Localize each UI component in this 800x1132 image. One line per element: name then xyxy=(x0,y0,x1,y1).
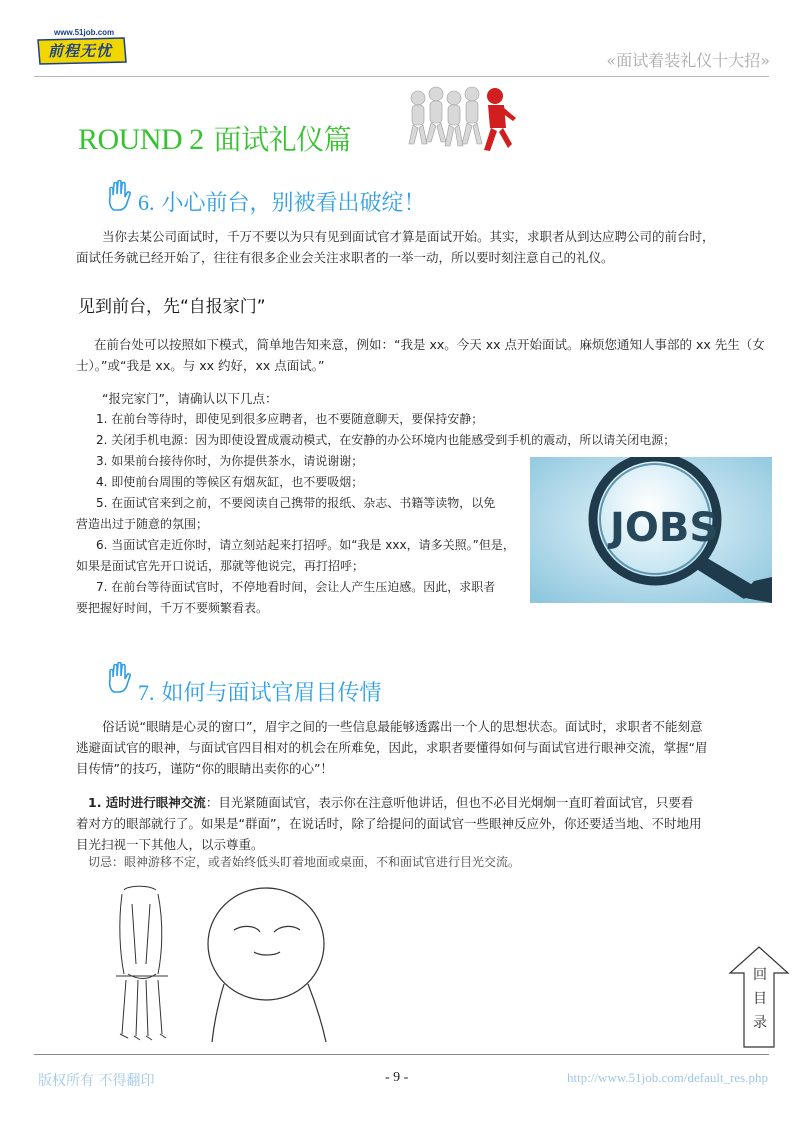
section-6-number: 6. xyxy=(138,190,155,215)
list-item-5-cont: 营造出过于随意的氛围； xyxy=(76,517,209,531)
round-prefix: ROUND 2 xyxy=(78,123,204,156)
point-1-line-2: 着对方的眼部就行了。如果是“群面”，在说话时，除了给提问的面试官一些眼神反应外，你还要适当地、不时地用 xyxy=(76,816,702,831)
example-line-2: 士）。”或“我是 xx。与 xx 约好，xx 点面试。” xyxy=(76,358,325,373)
footer-divider xyxy=(34,1054,769,1055)
example-line-1: 在前台处可以按照如下模式，简单地告知来意，例如：“我是 xx。今天 xx 点开始面试。麻烦您通知人事部的 xx 先生（女 xyxy=(94,337,765,352)
list-item-7-cont: 要把握好时间，千万不要频繁看表。 xyxy=(76,601,269,615)
list-item-6: 6. 当面试官走近你时，请立刻站起来打招呼。如“我是 xxx，请多关照。”但是， xyxy=(96,538,515,552)
section-7-intro-line-2: 逃避面试官的眼神，与面试官四目相对的机会在所难免，因此，求职者要懂得如何与面试官进行眼神交流，掌握“眉 xyxy=(76,740,708,755)
list-item-1: 1. 在前台等待时，即使见到很多应聘者，也不要随意聊天，要保持安静； xyxy=(96,412,484,426)
hand-icon xyxy=(106,662,136,694)
caution-text: 切忌：眼神游移不定，或者始终低头盯着地面或桌面，不和面试官进行目光交流。 xyxy=(88,855,521,869)
section-7-title: 如何与面试官眉目传情 xyxy=(161,681,382,706)
face-sketch xyxy=(204,884,334,1044)
list-item-4: 4. 即使前台周围的等候区有烟灰缸，也不要吸烟； xyxy=(96,475,364,489)
section-6-intro-line-1: 当你去某公司面试时，千万不要以为只有见到面试官才算是面试开始。其实，求职者从到达应聘公司的前台时， xyxy=(102,229,715,244)
section-6-title: 小心前台，别被看出破绽！ xyxy=(161,191,426,216)
section-7-intro-line-3: 目传情”的技巧，谨防“你的眼睛出卖你的心”！ xyxy=(76,761,333,776)
jobs-text: JOBS xyxy=(610,505,719,551)
section-7-heading xyxy=(138,676,382,707)
list-item-3: 3. 如果前台接待你时，为你提供茶水，请说谢谢； xyxy=(96,454,364,468)
section-6-intro-line-2: 面试任务就已经开始了，往往有很多企业会关注求职者的一举一动，所以要时刻注意自己的礼仪。 xyxy=(76,250,614,265)
back-label-char-1: 回 xyxy=(753,967,767,983)
list-intro: “报完家门”，请确认以下几点： xyxy=(102,391,278,406)
sitting-figure-sketch xyxy=(108,884,178,1052)
running-people-illustration xyxy=(400,84,520,156)
header-divider xyxy=(34,76,769,77)
section-7-intro-line-1: 俗话说“眼睛是心灵的窗口”，眉宇之间的一些信息最能够透露出一个人的思想状态。面试时，求职者不能刻意 xyxy=(102,719,703,734)
back-label-char-3: 录 xyxy=(753,1015,767,1031)
round-title xyxy=(78,118,351,158)
list-item-5: 5. 在面试官来到之前，不要阅读自己携带的报纸、杂志、书籍等读物，以免 xyxy=(96,496,496,510)
point-1-bold: 1. 适时进行眼神交流 xyxy=(88,795,206,810)
footer-copyright: 版权所有 不得翻印 xyxy=(38,1073,155,1089)
section-6-heading xyxy=(138,186,426,217)
list-item-2: 2. 关闭手机电源：因为即使设置成震动模式，在安静的办公环境内也能感受到手机的震动，所以请关闭电源； xyxy=(96,433,676,447)
document-title: «面试着装礼仪十大招» xyxy=(606,51,770,70)
back-to-contents-button[interactable] xyxy=(728,945,790,1050)
hand-icon xyxy=(106,180,136,212)
logo-url: www.51job.com xyxy=(54,28,115,37)
list-item-6-cont: 如果是面试官先开口说话，那就等他说完，再打招呼； xyxy=(76,559,365,573)
footer-url[interactable]: http://www.51job.com/default_res.php xyxy=(567,1070,768,1085)
logo xyxy=(36,28,128,68)
point-1-line-1 xyxy=(88,792,693,813)
page-number: - 9 - xyxy=(385,1070,409,1085)
section-6-subheading: 见到前台，先“自报家门” xyxy=(78,297,266,317)
point-1-text: ：目光紧随面试官，表示你在注意听他讲话，但也不必目光炯炯一直盯着面试官，只要看 xyxy=(205,795,694,810)
logo-text: 前程无忧 xyxy=(48,42,113,60)
point-1-line-3: 目光扫视一下其他人，以示尊重。 xyxy=(76,837,264,852)
section-7-number: 7. xyxy=(138,680,155,705)
back-label-char-2: 目 xyxy=(753,991,767,1007)
round-heading: 面试礼仪篇 xyxy=(213,123,352,156)
list-item-7: 7. 在前台等待面试官时，不停地看时间，会让人产生压迫感。因此，求职者 xyxy=(96,580,496,594)
jobs-magnifier-image xyxy=(530,457,772,603)
